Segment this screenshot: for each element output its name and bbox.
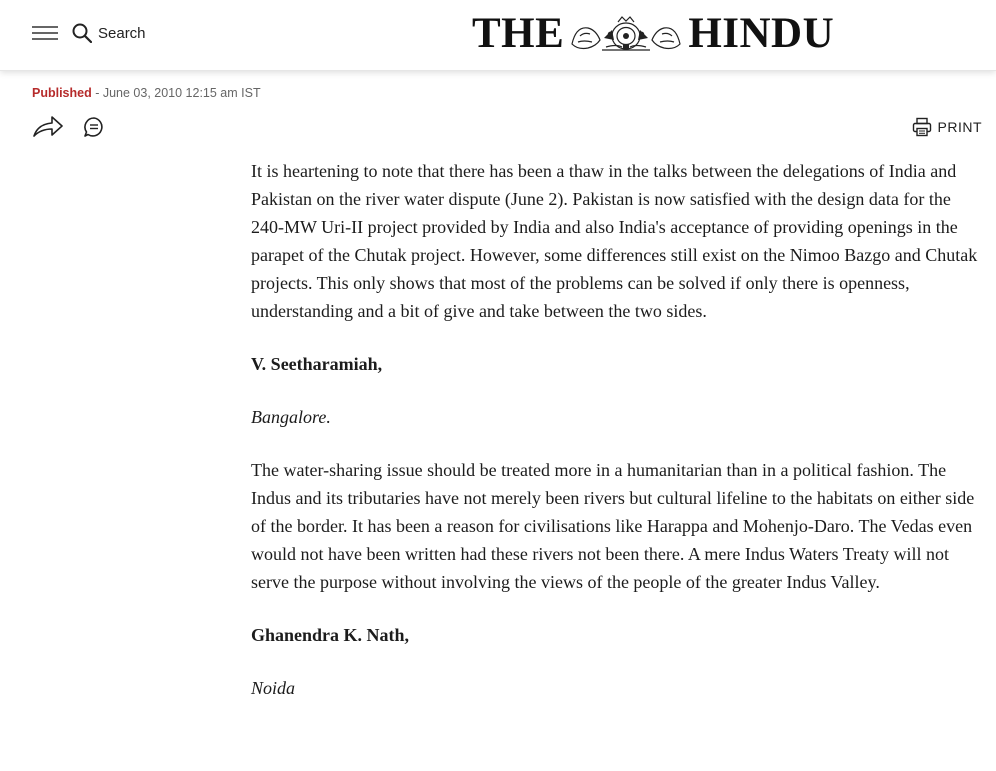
letter-1-author: V. Seetharamiah,	[251, 354, 383, 374]
comment-icon[interactable]	[83, 116, 105, 138]
letter-2-body: The water-sharing issue should be treated more in a humanitarian than in a political fashion. The Indus and its tributaries have not merely been rivers but cultural lifeline to the habitats on either side of the border. It has been a reason for civilisations like Harappa and Mohenjo-Daro. The Vedas even would not have been written had these rivers not been there. A mere Indus Waters Treaty will not serve the purpose without involving the views of the people of the greater Indus Valley.	[251, 460, 975, 592]
letter-2-place: Noida	[251, 678, 296, 698]
logo-word-hindu: HINDU	[688, 10, 835, 57]
article-body	[251, 157, 987, 727]
hindu-crest-emblem-icon	[566, 14, 686, 54]
logo-word-the: THE	[472, 10, 565, 57]
search-icon	[72, 23, 92, 43]
share-arrow-icon[interactable]	[32, 114, 64, 140]
printer-icon	[912, 117, 932, 137]
menu-icon[interactable]	[32, 24, 58, 42]
search-button[interactable]	[72, 22, 146, 44]
published-label: Published	[32, 86, 92, 100]
site-logo[interactable]	[472, 12, 834, 56]
letter-1-body: It is heartening to note that there has been a thaw in the talks between the delegations of India and Pakistan on the river water dispute (June 2). Pakistan is now satisfied with the design data for the 240-MW Uri-II project provided by India and also India's acceptance of providing openings in the parapet of the Chutak project. However, some differences still exist on the Nimoo Bazgo and Chutak projects. This only shows that most of the problems can be solved if only there is openness, understanding and a bit of give and take between the two sides.	[251, 161, 978, 321]
print-button[interactable]	[912, 117, 983, 137]
print-label: PRINT	[937, 119, 982, 135]
letter-2-author: Ghanendra K. Nath,	[251, 625, 410, 645]
publish-meta	[32, 86, 261, 100]
letter-1-place: Bangalore.	[251, 407, 331, 427]
meta-separator: -	[91, 86, 103, 100]
search-label: Search	[98, 24, 146, 42]
publish-date: June 03, 2010 12:15 am IST	[102, 86, 261, 100]
site-header	[0, 0, 996, 71]
